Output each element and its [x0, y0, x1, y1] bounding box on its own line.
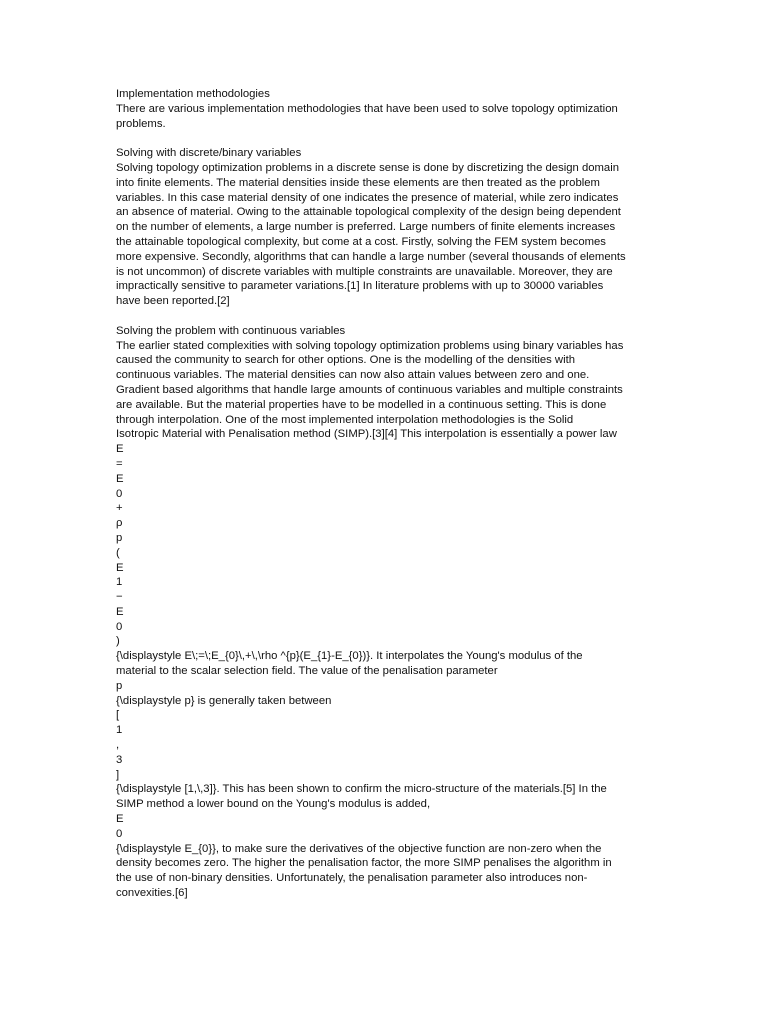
text-line: There are various implementation methodologies that have been used to solve topology optimization — [116, 102, 618, 115]
text-line: is not uncommon) of discrete variables with multiple constraints are unavailable. Moreover, they are — [116, 265, 613, 278]
text-line: 0 — [116, 487, 123, 500]
text-line: 1 — [116, 576, 123, 589]
blank-line — [116, 131, 656, 146]
text-line: p — [116, 679, 123, 692]
text-line: problems. — [116, 117, 166, 130]
text-line: {\displaystyle p} is generally taken between — [116, 694, 332, 707]
text-line: SIMP method a lower bound on the Young's modulus is added, — [116, 798, 431, 811]
text-line: material to the scalar selection field. The value of the penalisation parameter — [116, 665, 498, 678]
text-line: + — [116, 502, 123, 515]
text-line: − — [116, 591, 123, 604]
text-line: through interpolation. One of the most implemented interpolation methodologies is the Solid — [116, 413, 574, 426]
text-line: have been reported.[2] — [116, 295, 230, 308]
text-line: on the number of elements, a large number is preferred. Large numbers of finite elements increases — [116, 221, 616, 234]
text-line: {\displaystyle E\;=\;E_{0}\,+\,\rho ^{p}(E_{1}-E_{0})}. It interpolates the Young's modulus of the — [116, 650, 583, 663]
text-line: 0 — [116, 620, 123, 633]
text-line: 1 — [116, 724, 123, 737]
text-line: The earlier stated complexities with solving topology optimization problems using binary variables has — [116, 339, 624, 352]
text-line: ( — [116, 546, 120, 559]
text-line: 0 — [116, 827, 123, 840]
text-line: impractically sensitive to parameter variations.[1] In literature problems with up to 30000 variables — [116, 280, 604, 293]
text-line: , — [116, 739, 120, 752]
text-line: Isotropic Material with Penalisation method (SIMP).[3][4] This interpolation is essentially a power law — [116, 428, 617, 441]
text-line: the use of non-binary densities. Unfortunately, the penalisation parameter also introduces non- — [116, 872, 588, 885]
blank-line — [116, 309, 656, 324]
text-line: {\displaystyle E_{0}}, to make sure the derivatives of the objective function are non-zero when the — [116, 842, 602, 855]
text-line: caused the community to search for other options. One is the modelling of the densities with — [116, 354, 576, 367]
text-line: = — [116, 457, 123, 470]
text-line: are available. But the material properties have to be modelled in a continuous setting. This is done — [116, 398, 607, 411]
text-line: convexities.[6] — [116, 887, 188, 900]
text-line: p — [116, 531, 123, 544]
text-line: the attainable topological complexity, but come at a cost. Firstly, solving the FEM system becomes — [116, 235, 606, 248]
text-line: more expensive. Secondly, algorithms that can handle a large number (several thousands of elements — [116, 250, 626, 263]
text-line: ] — [116, 768, 120, 781]
text-line: into finite elements. The material densities inside these elements are then treated as the problem — [116, 176, 600, 189]
text-line: E — [116, 605, 124, 618]
text-line: E — [116, 443, 124, 456]
text-line: Solving with discrete/binary variables — [116, 147, 302, 160]
text-line: [ — [116, 709, 120, 722]
text-line: 3 — [116, 753, 123, 766]
text-line: variables. In this case material density of one indicates the presence of material, while zero indicates — [116, 191, 619, 204]
text-line: Implementation methodologies — [116, 88, 270, 100]
text-line: ρ — [116, 517, 123, 530]
text-line: Gradient based algorithms that handle large amounts of continuous variables and multiple constraints — [116, 383, 623, 396]
text-line: Solving the problem with continuous variables — [116, 324, 346, 337]
text-line: E — [116, 813, 124, 826]
text-line: E — [116, 472, 124, 485]
text-line: ) — [116, 635, 120, 648]
text-line: E — [116, 561, 124, 574]
text-line: {\displaystyle [1,\,3]}. This has been shown to confirm the micro-structure of the materials.[5] In the — [116, 783, 607, 796]
text-line: density becomes zero. The higher the penalisation factor, the more SIMP penalises the algorithm in — [116, 857, 612, 870]
text-line: an absence of material. Owing to the attainable topological complexity of the design being dependent — [116, 206, 621, 219]
document-page — [116, 87, 656, 901]
text-line: Solving topology optimization problems in a discrete sense is done by discretizing the design domain — [116, 161, 619, 174]
text-line: continuous variables. The material densities can now also attain values between zero and one. — [116, 369, 590, 382]
